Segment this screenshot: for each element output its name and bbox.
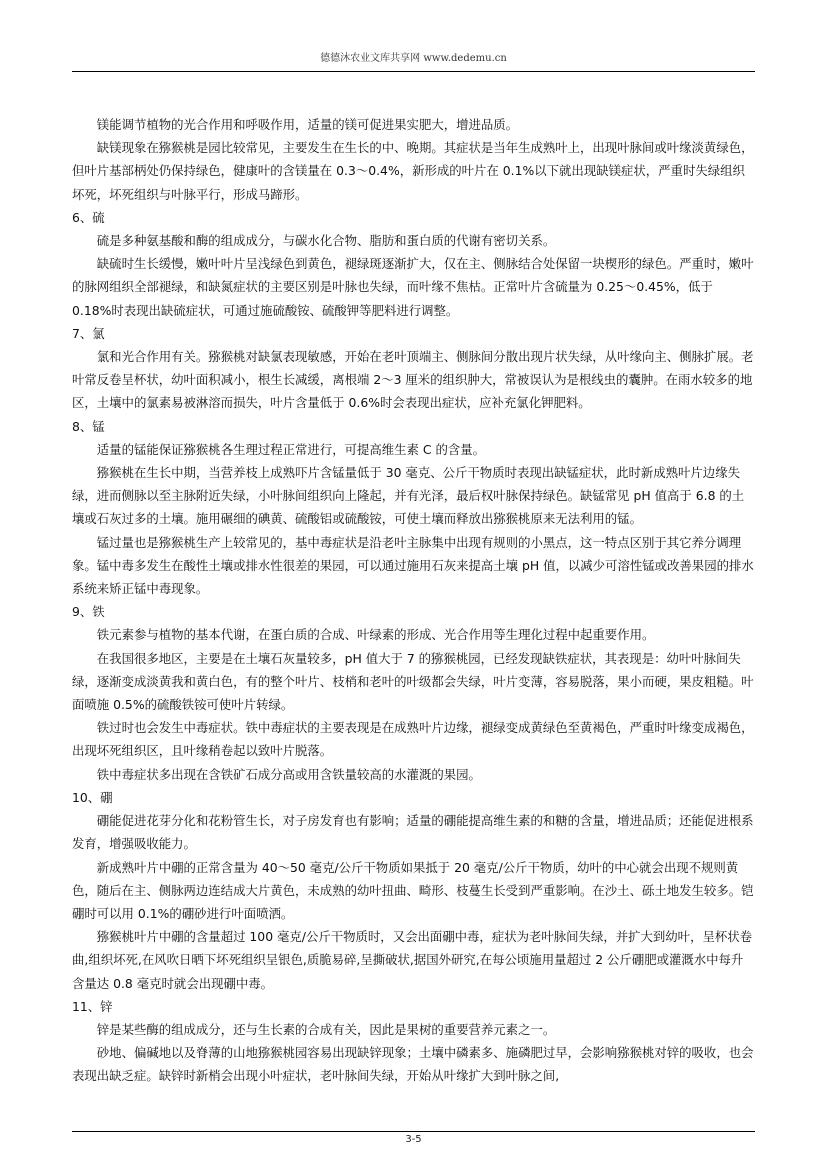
footer-divider [72,1131,755,1132]
section-heading: 7、氯 [72,325,105,341]
body-paragraph: 氯和光合作用有关。猕猴桃对缺氯表现敏感，开始在老叶顶端主、侧脉间分散出现片状失绿，从叶缘向主、侧脉扩展。老叶常反卷呈杯状，幼叶面积减小，根生长减缓，离根端 2～3 厘米的组织肿大，常被误认为是根线虫的囊肿。在雨水较多的地区，土壤中的氯素易被淋溶而损失，叶片含量低于 0.6%时会表现出症状，应补充氯化钾肥料。 [72,349,754,411]
section-heading: 9、铁 [72,604,105,620]
document-body [72,113,755,1088]
section-heading: 6、硫 [72,209,105,225]
body-paragraph: 铁中毒症状多出现在含铁矿石成分高或用含铁量较高的水灌溉的果园。 [96,766,481,782]
body-paragraph: 缺硫时生长缓慢，嫩叶叶片呈浅绿色到黄色，褪绿斑逐渐扩大，仅在主、侧脉结合处保留一块楔形的绿色。严重时，嫩叶的脉网组织全部褪绿，和缺氮症状的主要区别是叶脉也失绿，而叶缘不焦枯。正常叶片含硫量为 0.25～0.45%，低于 0.18%时表现出缺硫症状，可通过施硫酸铵、硫酸钾等肥料进行调整。 [72,256,754,318]
body-paragraph: 锌是某些酶的组成成分，还与生长素的合成有关，因此是果树的重要营养元素之一。 [96,1021,556,1037]
body-paragraph: 砂地、偏碱地以及脊薄的山地猕猴桃园容易出现缺锌现象；土壤中磷素多、施磷肥过早，会影响猕猴桃对锌的吸收，也会表现出缺乏症。缺锌时新梢会出现小叶症状，老叶脉间失绿，开始从叶缘扩大到叶脉之间, [72,1045,754,1084]
page-header: 德德沐农业文库共享网 www.dedemu.cn [320,53,507,64]
body-paragraph: 猕猴桃在生长中期，当营养枝上成熟吓片含锰量低于 30 毫克、公斤干物质时表现出缺锰症状，此时新成熟叶片边缘失绿，进而侧脉以至主脉附近失绿，小叶脉间组织向上隆起，并有光泽，最后权叶脉保持绿色。缺锰常见 pH 值高于 6.8 的土壤或石灰过多的土壤。施用碾细的碘黄、硫酸铝或硫酸铵，可使土壤而释放出猕猴桃原来无法利用的锰。 [72,465,745,527]
body-paragraph: 镁能调节植物的光合作用和呼吸作用，适量的镁可促进果实肥大，增进品质。 [96,117,519,132]
section-heading: 8、锰 [72,418,105,434]
body-paragraph: 新成熟叶片中硼的正常含量为 40～50 毫克/公斤干物质如果抵于 20 毫克/公斤干物质，幼叶的中心就会出现不规则黄色，随后在主、侧脉两边连结成大片黄色，未成熟的幼叶扭曲、畸形、枝蔓生长受到严重影响。在沙土、砾土地发生较多。铠硼时可以用 0.1%的硼砂进行叶面喷洒。 [72,859,754,921]
header-divider [72,71,755,72]
body-paragraph: 猕猴桃叶片中硼的含量超过 100 毫克/公斤干物质时，又会出面硼中毒，症状为老叶脉间失绿，并扩大到幼叶，呈杯状卷曲,组织坏死,在风吹日晒下坏死组织呈银色,质脆易碎,呈撕破状,据国外研究,在每公顷施用量超过 2 公斤硼肥或灌溉水中每升含量达 0.8 毫克时就会出现硼中毒。 [72,929,753,991]
body-paragraph: 缺镁现象在猕猴桃是园比较常见，主要发生在生长的中、晚期。其症状是当年生成熟叶上，出现叶脉间或叶缘淡黄绿色，但叶片基部柄处仍保持绿色，健康叶的含镁量在 0.3～0.4%，新形成的叶片在 0.1%以下就出现缺镁症状，严重时失绿组织坏死，坏死组织与叶脉平行，形成马蹄形。 [72,140,754,202]
body-paragraph: 铁元素参与植物的基本代谢，在蛋白质的合成、叶绿素的形成、光合作用等生理化过程中起重要作用。 [96,627,655,643]
body-paragraph: 硫是多种氨基酸和酶的组成成分，与碳水化合物、脂肪和蛋白质的代谢有密切关系。 [96,233,556,249]
body-paragraph: 适量的锰能保证猕猴桃各生理过程正常进行，可提高维生素 C 的含量。 [96,441,486,457]
body-paragraph: 铁过时也会发生中毒症状。铁中毒症状的主要表现是在成熟叶片边缘，褪绿变成黄绿色至黄褐色，严重时叶缘变成褐色，出现坏死组织区，且叶缘稍卷起以致叶片脱落。 [72,720,754,759]
body-paragraph: 硼能促进花芽分化和花粉管生长，对子房发育也有影响；适量的硼能提高维生素的和糖的含量，增进品质；还能促进根系发育，增强吸收能力。 [72,813,754,852]
section-heading: 10、硼 [72,789,113,805]
section-heading: 11、锌 [72,998,113,1014]
body-paragraph: 在我国很多地区，主要是在土壤石灰量较多，pH 值大于 7 的猕猴桃园，已经发现缺铁症状，其表现是：幼叶叶脉间失绿，逐渐变成淡黄我和黄白色，有的整个叶片、枝梢和老叶的叶级都会失绿，叶片变薄，容易脱落，果小而硬，果皮粗糙。叶面喷施 0.5%的硫酸铁铵可使叶片转绿。 [72,650,754,713]
body-paragraph: 锰过量也是猕猴桃生产上较常见的，基中毒症状是沿老叶主脉集中出现有规则的小黑点，这一特点区别于其它养分调理象。锰中毒多发生在酸性土壤或排水性很差的果园，可以通过施用石灰来提高土壤 pH 值，以减少可溶性锰或改善果园的排水系统来矫正锰中毒现象。 [72,534,754,597]
page-number: 3-5 [405,1134,422,1145]
